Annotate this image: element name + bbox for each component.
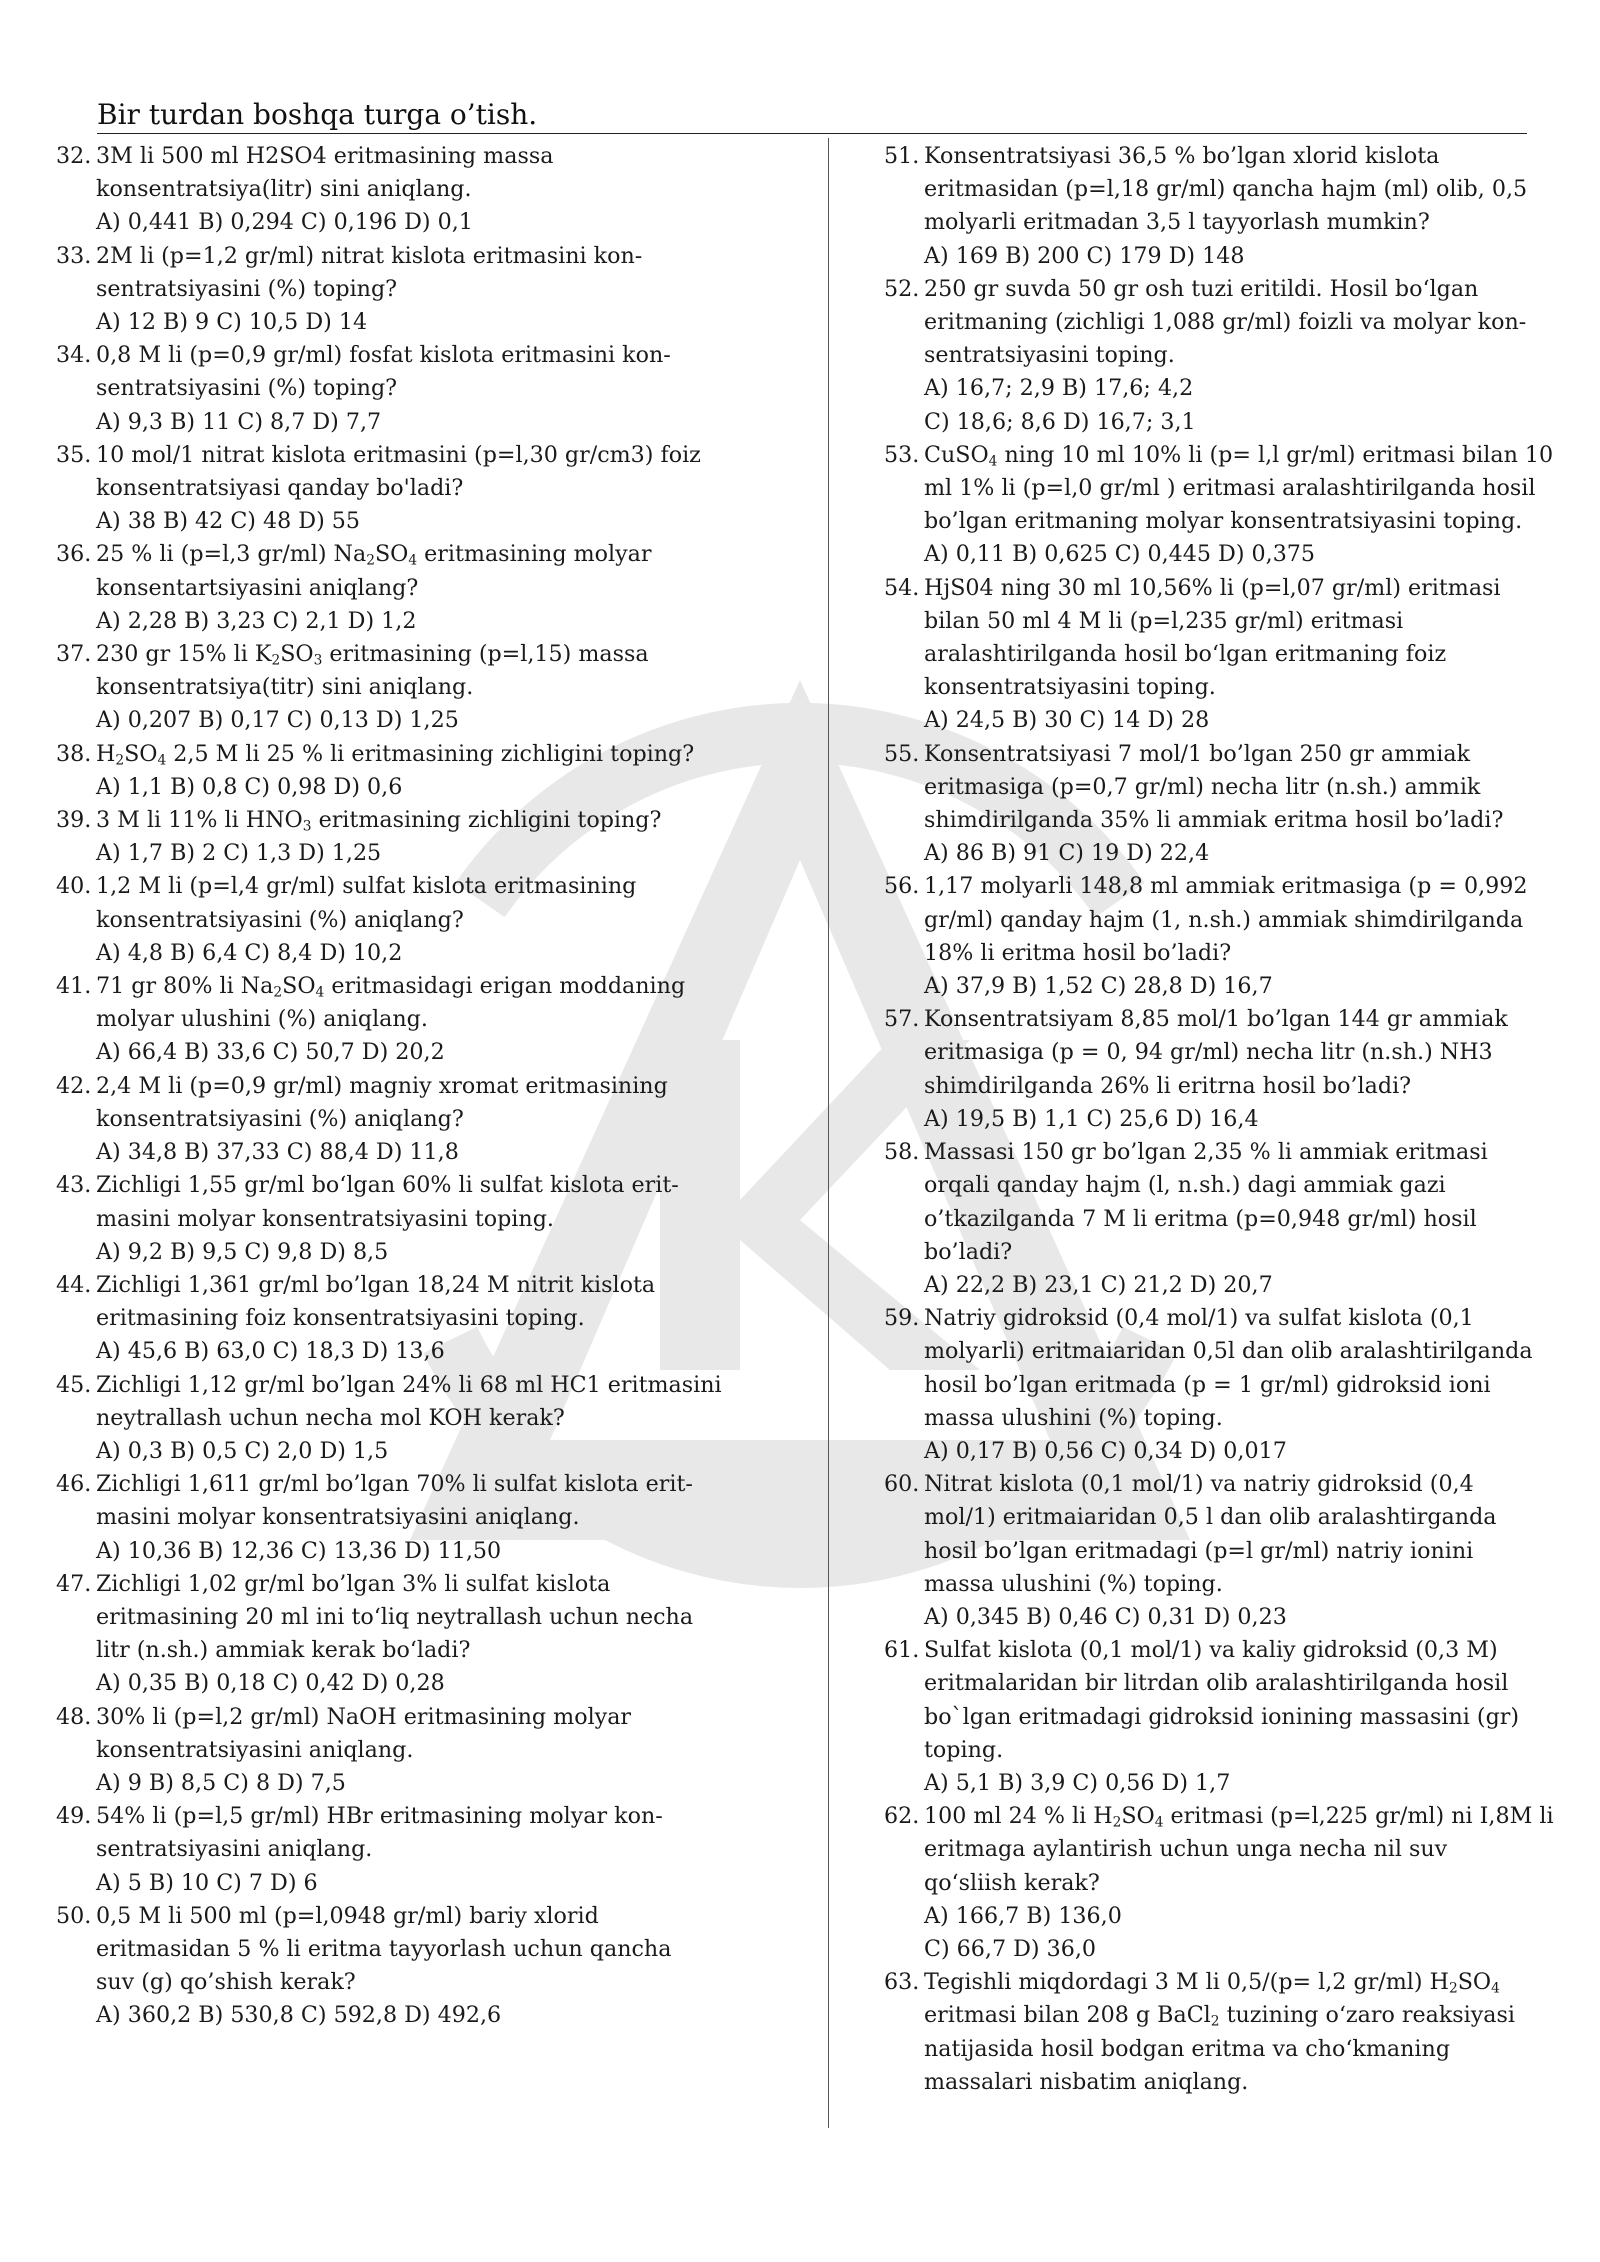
question-text-line: 0,8 M li (p=0,9 gr/ml) fosfat kislota eritmasini kon- (96, 342, 671, 369)
question-text-line: eritmasining foiz konsentratsiyasini toping. (96, 1305, 585, 1332)
question-text-line: Konsentratsiyam 8,85 mol/1 bo’lgan 144 gr ammiak (924, 1006, 1508, 1033)
question-text-line: konsentartsiyasini aniqlang? (96, 574, 419, 601)
question-text-line: 100 ml 24 % li $H_2SO_4$ eritmasi (p=l,225 gr/ml) ni I,8M li (924, 1803, 1554, 1831)
question-item (56, 1800, 736, 1900)
question-item (56, 970, 736, 1070)
question-number: 47. (56, 1570, 92, 1597)
question-text-line: HjS04 ning 30 ml 10,56% li (p=l,07 gr/ml) eritmasi (924, 574, 1501, 601)
question-text-line: massa ulushini (%) toping. (924, 1570, 1223, 1597)
question-item (56, 1900, 736, 2033)
answer-options: A) 22,2 B) 23,1 C) 21,2 D) 20,7 (924, 1271, 1273, 1298)
question-text-line: Zichligi 1,361 gr/ml bo’lgan 18,24 M nitrit kislota (96, 1271, 656, 1298)
question-text-line: ml 1% li (p=l,0 gr/ml ) eritmasi aralashtirilganda hosil (924, 475, 1536, 502)
question-text-line: bilan 50 ml 4 M li (p=l,235 gr/ml) eritmasi (924, 607, 1404, 634)
question-text-line: Konsentratsiyasi 36,5 % bo’lgan xlorid kislota (924, 143, 1440, 169)
question-text-line: eritmasiga (p=0,7 gr/ml) necha litr (n.sh.) ammik (924, 773, 1481, 800)
question-text-line: toping. (924, 1736, 1004, 1763)
question-text-line: 250 gr suvda 50 gr osh tuzi eritildi. Hosil bo‘lgan (924, 275, 1479, 302)
question-text-line: 1,2 M li (p=l,4 gr/ml) sulfat kislota eritmasining (96, 873, 637, 900)
question-number: 56. (884, 873, 920, 900)
question-number: 37. (56, 641, 92, 668)
question-text-line: gr/ml) qanday hajm (1, n.sh.) ammiak shimdirilganda (924, 906, 1524, 933)
question-item (56, 738, 736, 804)
question-text-line: litr (n.sh.) ammiak kerak bo‘ladi? (96, 1637, 471, 1664)
left-column (56, 140, 736, 2033)
question-text-line: 25 % li (p=l,3 gr/ml) $Na_2SO_4$ eritmasining molyar (96, 541, 652, 569)
question-text-line: 3 M li 11% li $HNO_3$ eritmasining zichligini toping? (96, 807, 662, 835)
question-number: 38. (56, 740, 92, 767)
question-item (884, 1302, 1564, 1468)
question-text-line: eritmaga aylantirish uchun unga necha nil suv (924, 1836, 1448, 1863)
answer-options: A) 24,5 B) 30 C) 14 D) 28 (924, 707, 1210, 734)
question-number: 46. (56, 1471, 92, 1498)
question-item (56, 339, 736, 439)
question-text-line: bo`lgan eritmadagi gidroksid ionining massasini (gr) (924, 1703, 1520, 1730)
answer-options: A) 10,36 B) 12,36 C) 13,36 D) 11,50 (96, 1537, 502, 1564)
answer-options: A) 1,1 B) 0,8 C) 0,98 D) 0,6 (96, 773, 403, 800)
answer-options: A) 16,7; 2,9 B) 17,6; 4,2 (924, 375, 1194, 402)
question-text-line: 1,17 molyarli 148,8 ml ammiak eritmasiga (p = 0,992 (924, 873, 1528, 900)
question-number: 55. (884, 740, 920, 767)
question-item (884, 140, 1564, 273)
question-item (884, 273, 1564, 439)
question-text-line: hosil bo’lgan eritmadagi (p=l gr/ml) natriy ionini (924, 1537, 1474, 1564)
question-text-line: eritmalaridan bir litrdan olib aralashtirilganda hosil (924, 1670, 1509, 1697)
question-text-line: konsentratsiya(titr) sini aniqlang. (96, 674, 474, 701)
question-item (884, 870, 1564, 1003)
answer-options: A) 0,11 B) 0,625 C) 0,445 D) 0,375 (924, 541, 1316, 568)
answer-options: A) 9 B) 8,5 C) 8 D) 7,5 (96, 1769, 346, 1796)
question-number: 40. (56, 873, 92, 900)
question-number: 51. (884, 143, 920, 169)
question-text-line: konsentratsiyasini aniqlang. (96, 1736, 414, 1763)
question-text-line: eritmasidan (p=l,18 gr/ml) qancha hajm (ml) olib, 0,5 (924, 176, 1528, 203)
question-text-line: sentratsiyasini (%) toping? (96, 275, 398, 302)
question-item (884, 738, 1564, 871)
question-text-line: 18% li eritma hosil bo’ladi? (924, 939, 1232, 966)
question-text-line: orqali qanday hajm (l, n.sh.) dagi ammiak gazi (924, 1172, 1446, 1199)
answer-options: A) 19,5 B) 1,1 C) 25,6 D) 16,4 (924, 1105, 1259, 1132)
question-text-line: massalari nisbatim aniqlang. (924, 2068, 1249, 2095)
question-text-line: neytrallash uchun necha mol KOH kerak? (96, 1404, 565, 1431)
answer-options: A) 0,345 B) 0,46 C) 0,31 D) 0,23 (924, 1603, 1287, 1630)
answer-options: A) 0,3 B) 0,5 C) 2,0 D) 1,5 (96, 1437, 389, 1464)
question-text-line: konsentratsiyasini (%) aniqlang? (96, 906, 464, 933)
question-item (56, 1369, 736, 1469)
question-number: 52. (884, 275, 920, 302)
question-number: 42. (56, 1072, 92, 1099)
question-item (884, 1966, 1564, 2099)
question-item (56, 140, 736, 240)
question-number: 63. (884, 1969, 920, 1996)
answer-options: A) 66,4 B) 33,6 C) 50,7 D) 20,2 (96, 1039, 445, 1066)
question-item (884, 572, 1564, 738)
question-text-line: molyarli) eritmaiaridan 0,5l dan olib aralashtirilganda (924, 1338, 1533, 1365)
question-text-line: 2M li (p=1,2 gr/ml) nitrat kislota eritmasini kon- (96, 242, 643, 269)
question-item (56, 439, 736, 539)
question-text-line: Nitrat kislota (0,1 mol/1) va natriy gidroksid (0,4 (924, 1471, 1474, 1498)
question-text-line: Zichligi 1,55 gr/ml bo‘lgan 60% li sulfat kislota erit- (96, 1172, 679, 1199)
question-text-line: $H_2SO_4$ 2,5 M li 25 % li eritmasining zichligini toping? (96, 740, 695, 769)
answer-options: A) 45,6 B) 63,0 C) 18,3 D) 13,6 (96, 1338, 445, 1365)
question-text-line: massa ulushini (%) toping. (924, 1404, 1223, 1431)
question-number: 48. (56, 1703, 92, 1730)
question-number: 49. (56, 1803, 92, 1830)
answer-options: A) 5,1 B) 3,9 C) 0,56 D) 1,7 (924, 1769, 1231, 1796)
question-text-line: CuSO$_4$ ning 10 ml 10% li (p= l,l gr/ml) eritmasi bilan 10 (924, 441, 1554, 470)
question-number: 39. (56, 807, 92, 834)
answer-options: A) 0,441 B) 0,294 C) 0,196 D) 0,1 (96, 209, 473, 236)
question-item (56, 1070, 736, 1170)
question-text-line: eritmaning (zichligi 1,088 gr/ml) foizli va molyar kon- (924, 309, 1527, 336)
question-text-line: Massasi 150 gr bo’lgan 2,35 % li ammiak eritmasi (924, 1139, 1488, 1166)
question-text-line: o’tkazilganda 7 M li eritma (p=0,948 gr/ml) hosil (924, 1205, 1477, 1232)
answer-options: A) 4,8 B) 6,4 C) 8,4 D) 10,2 (96, 939, 403, 966)
question-text-line: 2,4 M li (p=0,9 gr/ml) magniy xromat eritmasining (96, 1072, 668, 1099)
question-item (56, 538, 736, 638)
answer-options: A) 0,17 B) 0,56 C) 0,34 D) 0,017 (924, 1437, 1287, 1464)
question-text-line: shimdirilganda 35% li ammiak eritma hosil bo’ladi? (924, 807, 1504, 834)
question-item (884, 1468, 1564, 1634)
question-text-line: aralashtirilganda hosil bo‘lgan eritmaning foiz (924, 641, 1447, 668)
question-item (56, 1468, 736, 1568)
question-number: 53. (884, 441, 920, 468)
question-text-line: sentratsiyasini aniqlang. (96, 1836, 373, 1863)
question-text-line: Sulfat kislota (0,1 mol/1) va kaliy gidroksid (0,3 M) (924, 1637, 1498, 1664)
question-text-line: Natriy gidroksid (0,4 mol/1) va sulfat kislota (0,1 (924, 1305, 1474, 1332)
question-text-line: shimdirilganda 26% li eritrna hosil bo’ladi? (924, 1072, 1412, 1099)
page-title: Bir turdan boshqa turga o’tish. (97, 98, 538, 131)
question-text-line: eritmasidan 5 % li eritma tayyorlash uchun qancha (96, 1935, 672, 1962)
question-text-line: 230 gr 15% li $K_2SO_3$ eritmasining (p=l,15) massa (96, 641, 649, 669)
question-number: 32. (56, 143, 92, 169)
answer-options: A) 5 B) 10 C) 7 D) 6 (96, 1869, 318, 1896)
question-text-line: molyar ulushini (%) aniqlang. (96, 1006, 428, 1033)
question-text-line: 0,5 M li 500 ml (p=l,0948 gr/ml) bariy xlorid (96, 1902, 599, 1929)
question-number: 58. (884, 1139, 920, 1166)
answer-options: A) 12 B) 9 C) 10,5 D) 14 (96, 309, 368, 336)
question-number: 43. (56, 1172, 92, 1199)
question-number: 57. (884, 1006, 920, 1033)
answer-options: C) 18,6; 8,6 D) 16,7; 3,1 (924, 408, 1196, 435)
question-text-line: eritmasiga (p = 0, 94 gr/ml) necha litr (n.sh.) NH3 (924, 1039, 1493, 1066)
question-text-line: masini molyar konsentratsiyasini toping. (96, 1205, 554, 1232)
question-text-line: 10 mol/1 nitrat kislota eritmasini (p=l,30 gr/cm3) foiz (96, 441, 701, 468)
question-number: 34. (56, 342, 92, 369)
question-number: 35. (56, 441, 92, 468)
answer-options: A) 37,9 B) 1,52 C) 28,8 D) 16,7 (924, 973, 1273, 1000)
question-number: 45. (56, 1371, 92, 1398)
question-item (884, 1003, 1564, 1136)
answer-options: A) 166,7 B) 136,0 (924, 1902, 1122, 1929)
question-number: 50. (56, 1902, 92, 1929)
question-text-line: 54% li (p=l,5 gr/ml) HBr eritmasining molyar kon- (96, 1803, 663, 1830)
question-text-line: 71 gr 80% li $Na_2SO_4$ eritmasidagi erigan moddaning (96, 973, 686, 1001)
question-number: 33. (56, 242, 92, 269)
question-text-line: Konsentratsiyasi 7 mol/1 bo’lgan 250 gr ammiak (924, 740, 1471, 767)
question-text-line: konsentratsiyasini toping. (924, 674, 1216, 701)
answer-options: A) 9,3 B) 11 C) 8,7 D) 7,7 (96, 408, 382, 435)
question-text-line: sentratsiyasini toping. (924, 342, 1175, 369)
question-text-line: bo’lgan eritmaning molyar konsentratsiyasini toping. (924, 508, 1523, 535)
answer-options: A) 169 B) 200 C) 179 D) 148 (924, 242, 1245, 269)
question-text-line: hosil bo’lgan eritmada (p = 1 gr/ml) gidroksid ioni (924, 1371, 1491, 1398)
question-text-line: Zichligi 1,02 gr/ml bo’lgan 3% li sulfat kislota (96, 1570, 611, 1597)
question-item (56, 638, 736, 738)
question-text-line: 3M li 500 ml H2SO4 eritmasining massa (96, 143, 554, 169)
question-number: 44. (56, 1271, 92, 1298)
question-text-line: qo‘sliish kerak? (924, 1869, 1100, 1896)
question-text-line: bo’ladi? (924, 1238, 1013, 1265)
question-text-line: masini molyar konsentratsiyasini aniqlang. (96, 1504, 580, 1531)
question-number: 60. (884, 1471, 920, 1498)
question-number: 62. (884, 1803, 920, 1830)
answer-options: A) 0,35 B) 0,18 C) 0,42 D) 0,28 (96, 1670, 445, 1697)
right-column (884, 140, 1564, 2099)
question-number: 59. (884, 1305, 920, 1332)
column-divider (828, 138, 829, 2128)
question-item (56, 1269, 736, 1369)
question-text-line: natijasida hosil bodgan eritma va cho‘kmaning (924, 2035, 1451, 2062)
question-item (884, 439, 1564, 572)
question-text-line: Tegishli miqdordagi 3 M li 0,5/(p= l,2 gr/ml) $H_2SO_4$ (924, 1969, 1500, 1997)
answer-options: A) 38 B) 42 C) 48 D) 55 (96, 508, 361, 535)
question-text-line: molyarli eritmadan 3,5 l tayyorlash mumkin? (924, 209, 1430, 236)
question-item (56, 870, 736, 970)
question-item (884, 1800, 1564, 1966)
question-number: 36. (56, 541, 92, 568)
question-item (56, 240, 736, 340)
question-text-line: suv (g) qo’shish kerak? (96, 1969, 356, 1996)
answer-options: A) 2,28 B) 3,23 C) 2,1 D) 1,2 (96, 607, 417, 634)
question-text-line: Zichligi 1,12 gr/ml bo’lgan 24% li 68 ml HC1 eritmasini (96, 1371, 722, 1398)
question-text-line: 30% li (p=l,2 gr/ml) NaOH eritmasining molyar (96, 1703, 632, 1730)
question-item (56, 1568, 736, 1701)
answer-options: A) 86 B) 91 C) 19 D) 22,4 (924, 840, 1210, 867)
question-number: 41. (56, 973, 92, 1000)
question-item (884, 1634, 1564, 1800)
question-item (56, 1701, 736, 1801)
question-text-line: Zichligi 1,611 gr/ml bo’lgan 70% li sulfat kislota erit- (96, 1471, 693, 1498)
answer-options: A) 9,2 B) 9,5 C) 9,8 D) 8,5 (96, 1238, 389, 1265)
question-item (56, 1169, 736, 1269)
answer-options: A) 1,7 B) 2 C) 1,3 D) 1,25 (96, 840, 382, 867)
question-text-line: konsentratsiyasini (%) aniqlang? (96, 1105, 464, 1132)
question-item (884, 1136, 1564, 1302)
answer-options: C) 66,7 D) 36,0 (924, 1935, 1097, 1962)
question-text-line: sentratsiyasini (%) toping? (96, 375, 398, 402)
answer-options: A) 34,8 B) 37,33 C) 88,4 D) 11,8 (96, 1139, 459, 1166)
question-text-line: eritmasi bilan 208 g BaCl$_2$ tuzining o‘zaro reaksiyasi (924, 2002, 1515, 2030)
header-rule (97, 133, 1527, 134)
question-number: 61. (884, 1637, 920, 1664)
answer-options: A) 360,2 B) 530,8 C) 592,8 D) 492,6 (96, 2002, 502, 2029)
question-item (56, 804, 736, 870)
question-number: 54. (884, 574, 920, 601)
question-text-line: konsentratsiyasi qanday bo'ladi? (96, 475, 464, 502)
answer-options: A) 0,207 B) 0,17 C) 0,13 D) 1,25 (96, 707, 459, 734)
question-text-line: mol/1) eritmaiaridan 0,5 l dan olib aralashtirganda (924, 1504, 1497, 1531)
question-text-line: eritmasining 20 ml ini to‘liq neytrallash uchun necha (96, 1603, 694, 1630)
question-text-line: konsentratsiya(litr) sini aniqlang. (96, 176, 472, 203)
